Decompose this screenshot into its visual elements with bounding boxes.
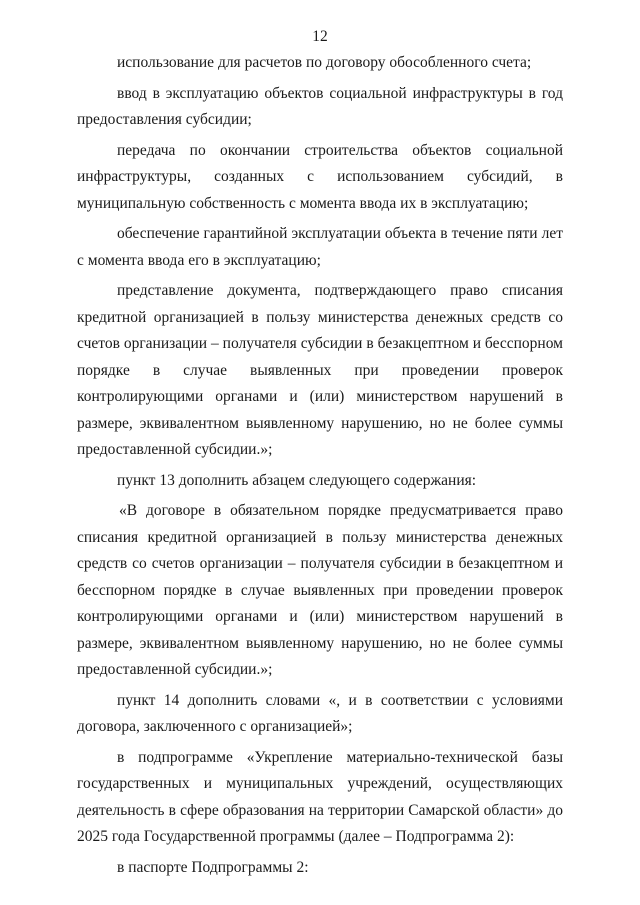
paragraph-account-usage: использование для расчетов по договору обособленного счета;	[117, 54, 532, 71]
paragraph-point-13: пункт 13 дополнить абзацем следующего содержания:	[117, 471, 477, 489]
paragraph-contract-clause: «В договоре в обязательном порядке предусматривается право списания кредитной организацией в пользу министерства денежных средств со счетов организации – получателя субсидии в безакцептном и бесспорном порядке в случае выявленных при проведении проверок контролирующими органами и (или) министерством нарушений в размере, эквивалентном выявленному нарушению, но не более суммы предоставленной субсидии.»;	[77, 502, 563, 678]
paragraph-passport: в паспорте Подпрограммы 2:	[117, 858, 309, 876]
paragraph-document-submission: представление документа, подтверждающего право списания кредитной организацией в пользу министерства денежных средств со счетов организации – получателя субсидии в безакцептном и бесспорном порядке в случае выявленных при проведении проверок контролирующими органами и (или) министерством нарушений в размере, эквивалентном выявленному нарушению, но не более суммы предоставленной субсидии.»;	[77, 282, 563, 458]
document-body	[77, 50, 563, 885]
paragraph-point-14: пункт 14 дополнить словами «, и в соответствии с условиями договора, заключенного с организацией»;	[77, 691, 563, 735]
paragraph-transfer-ownership: передача по окончании строительства объектов социальной инфраструктуры, созданных с использованием субсидий, в муниципальную собственность с момента ввода их в эксплуатацию;	[77, 141, 563, 212]
paragraph-commissioning: ввод в эксплуатацию объектов социальной инфраструктуры в год предоставления субсидии;	[77, 84, 563, 128]
paragraph-warranty: обеспечение гарантийной эксплуатации объекта в течение пяти лет с момента ввода его в эксплуатацию;	[77, 225, 563, 269]
page-number: 12	[312, 28, 328, 45]
paragraph-subprogram: в подпрограмме «Укрепление материально-технической базы государственных и муниципальных учреждений, осуществляющих деятельность в сфере образования на территории Самарской области» до 2025 года Государственной программы (далее – Подпрограмма 2):	[77, 748, 563, 845]
